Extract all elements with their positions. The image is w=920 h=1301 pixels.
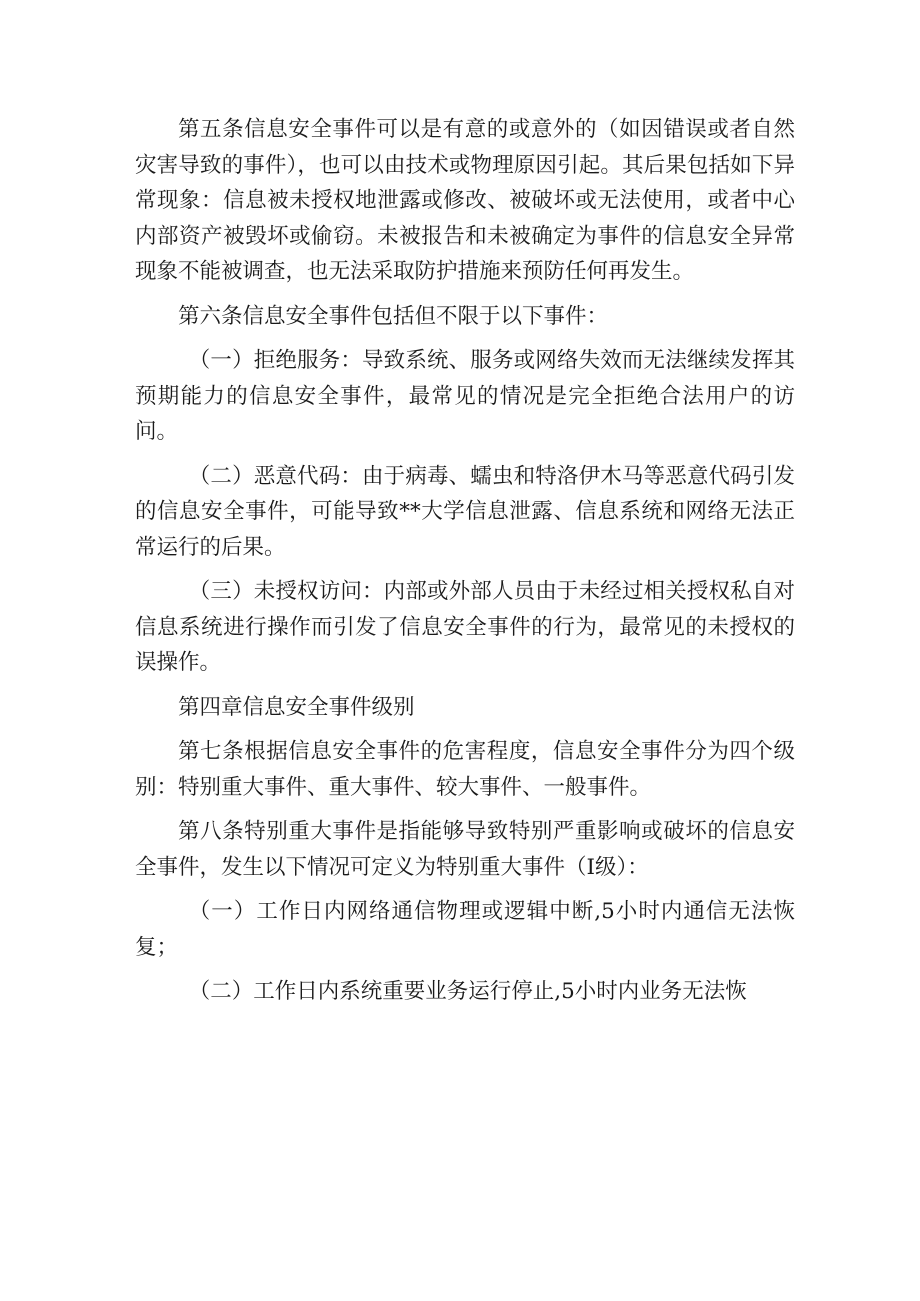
article-6-item-3: （三）未授权访问：内部或外部人员由于未经过相关授权私自对信息系统进行操作而引发了信息安全事件的行为，最常见的未授权的误操作。 xyxy=(135,579,795,675)
article-8-item-1: （一）工作日内网络通信物理或逻辑中断,5小时内通信无法恢复； xyxy=(135,899,795,960)
article-6-paragraph: 第六条信息安全事件包括但不限于以下事件： xyxy=(178,303,609,329)
chapter-4-heading: 第四章信息安全事件级别 xyxy=(178,694,415,720)
article-8-paragraph: 第八条特别重大事件是指能够导致特别严重影响或破坏的信息安全事件，发生以下情况可定义为特别重大事件（I级）： xyxy=(135,819,795,880)
article-7-paragraph: 第七条根据信息安全事件的危害程度，信息安全事件分为四个级别：特别重大事件、重大事件、较大事件、一般事件。 xyxy=(135,739,795,800)
document-page xyxy=(135,112,795,1019)
article-5-paragraph: 第五条信息安全事件可以是有意的或意外的（如因错误或者自然灾害导致的事件），也可以由技术或物理原因引起。其后果包括如下异常现象：信息被未授权地泄露或修改、被破坏或无法使用，或者中心内部资产被毁坏或偷窃。未被报告和未被确定为事件的信息安全异常现象不能被调查，也无法采取防护措施来预防任何再发生。 xyxy=(135,117,795,284)
article-6-item-2: （二）恶意代码：由于病毒、蠕虫和特洛伊木马等恶意代码引发的信息安全事件，可能导致**大学信息泄露、信息系统和网络无法正常运行的后果。 xyxy=(135,463,795,560)
article-6-item-1: （一）拒绝服务：导致系统、服务或网络失效而无法继续发挥其预期能力的信息安全事件，最常见的情况是完全拒绝合法用户的访问。 xyxy=(135,348,795,444)
article-8-item-2: （二）工作日内系统重要业务运行停止,5小时内业务无法恢 xyxy=(188,979,747,1004)
